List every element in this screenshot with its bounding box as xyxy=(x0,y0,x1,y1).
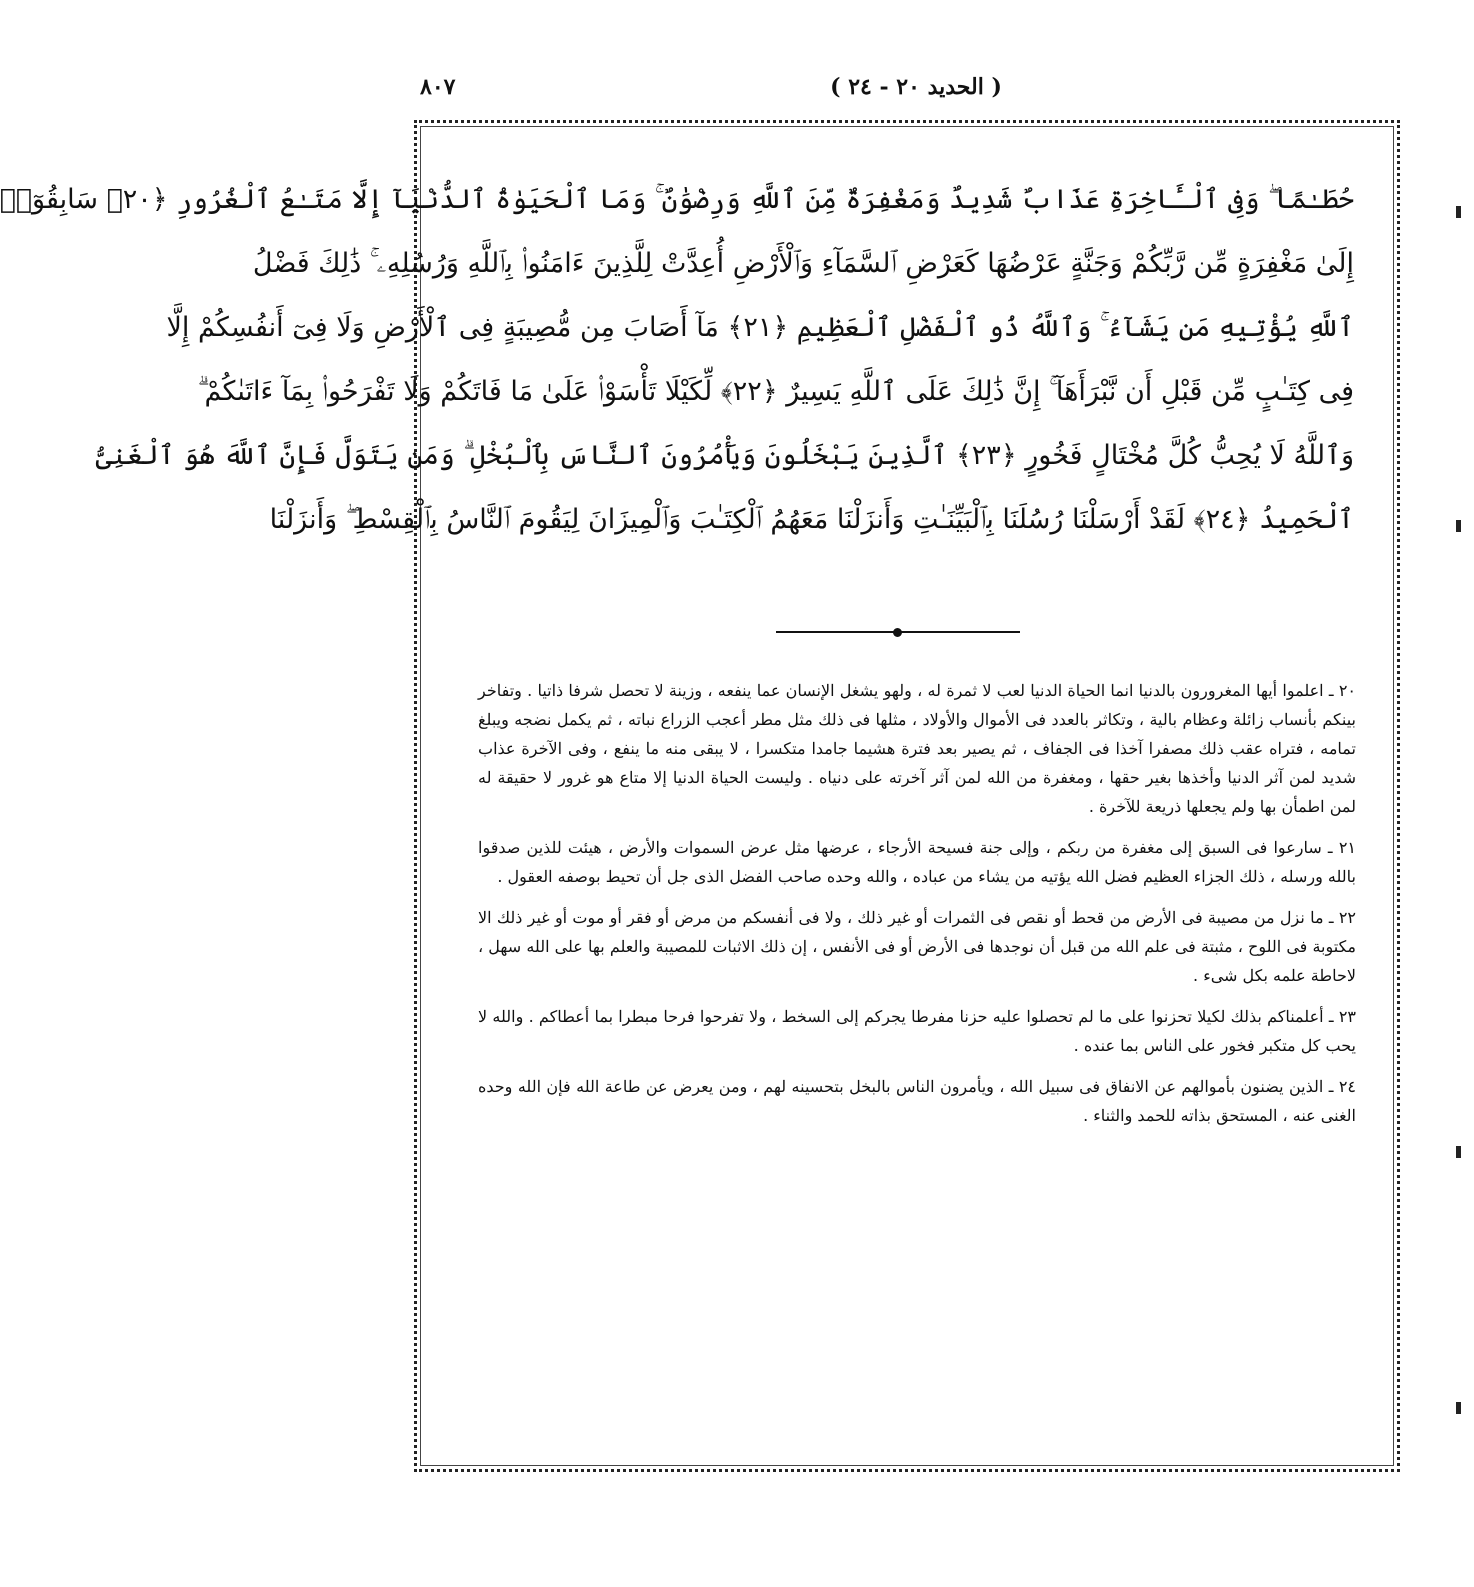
verse-line: ٱلْحَمِيدُ ﴿٢٤﴾ لَقَدْ أَرْسَلْنَا رُسُلَنَا بِٱلْبَيِّنَـٰتِ وَأَنزَلْنَا مَعَهُمُ ٱلْكِتَـٰبَ وَٱلْمِيزَانَ لِيَقُومَ ٱلنَّاسُ بِٱلْقِسْطِ ۖ وَأَنزَلْنَا xyxy=(269,504,1354,535)
commentary-paragraph-21: ٢١ ـ سارعوا فى السبق إلى مغفرة من ربكم ، وإلى جنة فسيحة الأرجاء ، عرضها مثل عرض السموات والأرض ، هيئت للذين صدقوا بالله ورسله ، ذلك الجزاء العظيم فضل الله يؤتيه من يشاء من عباده ، والله وحده صاحب الفضل الذى جل أن تحيط بوصفه العقول . xyxy=(478,838,1356,886)
verse-line: ٱللَّهِ يُؤْتِيهِ مَن يَشَآءُ ۚ وَٱللَّهُ ذُو ٱلْفَضْلِ ٱلْعَظِيمِ ﴿٢١﴾ مَآ أَصَابَ مِن مُّصِيبَةٍ فِى ٱلْأَرْضِ وَلَا فِىٓ أَنفُسِكُمْ إِلَّا xyxy=(166,312,1354,343)
verse-line: إِلَىٰ مَغْفِرَةٍ مِّن رَّبِّكُمْ وَجَنَّةٍ عَرْضُهَا كَعَرْضِ ٱلسَّمَآءِ وَٱلْأَرْضِ أُعِدَّتْ لِلَّذِينَ ءَامَنُوا۟ بِٱللَّهِ وَرُسُلِهِۦ ۚ ذَٰلِكَ فَضْلُ xyxy=(252,248,1354,279)
margin-mark xyxy=(1456,1146,1461,1158)
section-divider xyxy=(776,628,1020,636)
surah-range-header: ( الحديد ٢٠ - ٢٤ ) xyxy=(830,74,1002,100)
commentary-paragraph-22: ٢٢ ـ ما نزل من مصيبة فى الأرض من قحط أو نقص فى الثمرات أو غير ذلك ، ولا فى أنفسكم من مرض أو فقر أو موت أو غير ذلك الا مكتوبة فى اللوح ، مثبتة فى علم الله من قبل أن نوجدها فى الأرض أو فى الأنفس ، إن ذلك الاثبات للمصيبة والعلم بها على الله سهل ، لاحاطة علمه بكل شىء . xyxy=(478,908,1357,985)
quran-verses-block xyxy=(0,168,1354,552)
verse-line: فِى كِتَـٰبٍ مِّن قَبْلِ أَن نَّبْرَأَهَآ ۚ إِنَّ ذَٰلِكَ عَلَى ٱللَّهِ يَسِيرٌ ﴿٢٢﴾ لِّكَيْلَا تَأْسَوْا۟ عَلَىٰ مَا فَاتَكُمْ وَلَا تَفْرَحُوا۟ بِمَآ ءَاتَىٰكُمْ ۗ xyxy=(197,376,1354,407)
divider-dot-icon xyxy=(893,628,902,637)
verse-line: حُطَـٰمًا ۖ وَفِى ٱلْـَٔاخِرَةِ عَذَابٌ شَدِيدٌ وَمَغْفِرَةٌ مِّنَ ٱللَّهِ وَرِضْوَٰنٌ ۚ وَمَا ٱلْحَيَوٰةُ ٱلدُّنْيَآ إِلَّا مَتَـٰعُ ٱلْغُرُورِ ﴿٢٠﴾ سَابِقُوٓا۟ xyxy=(0,184,1354,215)
verse-line: وَٱللَّهُ لَا يُحِبُّ كُلَّ مُخْتَالٍ فَخُورٍ ﴿٢٣﴾ ٱلَّذِينَ يَبْخَلُونَ وَيَأْمُرُونَ ٱلنَّاسَ بِٱلْبُخْلِ ۗ وَمَن يَتَوَلَّ فَإِنَّ ٱللَّهَ هُوَ ٱلْغَنِىُّ xyxy=(95,440,1354,471)
margin-mark xyxy=(1456,520,1461,532)
commentary-paragraph-23: ٢٣ ـ أعلمناكم بذلك لكيلا تحزنوا على ما لم تحصلوا عليه حزنا مفرطا يجركم إلى السخط ، ولا تفرحوا فرحا مبطرا بما أعطاكم . والله لا يحب كل متكبر فخور على الناس بما عنده . xyxy=(478,1007,1357,1055)
page-number: ٨٠٧ xyxy=(420,74,456,100)
margin-mark xyxy=(1456,206,1461,218)
commentary-paragraph-24: ٢٤ ـ الذين يضنون بأموالهم عن الانفاق فى سبيل الله ، ويأمرون الناس بالبخل بتحسينه لهم ، ومن يعرض عن طاعة الله فإن الله وحده الغنى عنه ، المستحق بذاته للحمد والثناء . xyxy=(478,1077,1356,1125)
commentary-block xyxy=(478,676,1356,1142)
margin-mark xyxy=(1456,1402,1461,1414)
commentary-paragraph-20: ٢٠ ـ اعلموا أيها المغرورون بالدنيا انما الحياة الدنيا لعب لا ثمرة له ، ولهو يشغل الإنسان عما ينفعه ، وزينة لا تحصل شرفا ذاتيا . وتفاخر بينكم بأنساب زائلة وعظام بالية ، وتكاثر بالعدد فى الأموال والأولاد ، مثلها فى ذلك مثل مطر أعجب الزراع نباته ، ثم يكمل نضجه ويبلغ تمامه ، فتراه عقب ذلك مصفرا آخذا فى الجفاف ، ثم يصير بعد فترة هشيما جامدا متكسرا ، لا يبقى منه ما ينفع ، وفى الآخرة عذاب شديد لمن آثر الدنيا وأخذها بغير حقها ، ومغفرة من الله لمن آثر آخرته على دنياه . وليست الحياة الدنيا إلا متاع هو غرور لا حقيقة له لمن اطمأن بها ولم يجعلها ذريعة للآخرة . xyxy=(478,681,1356,816)
